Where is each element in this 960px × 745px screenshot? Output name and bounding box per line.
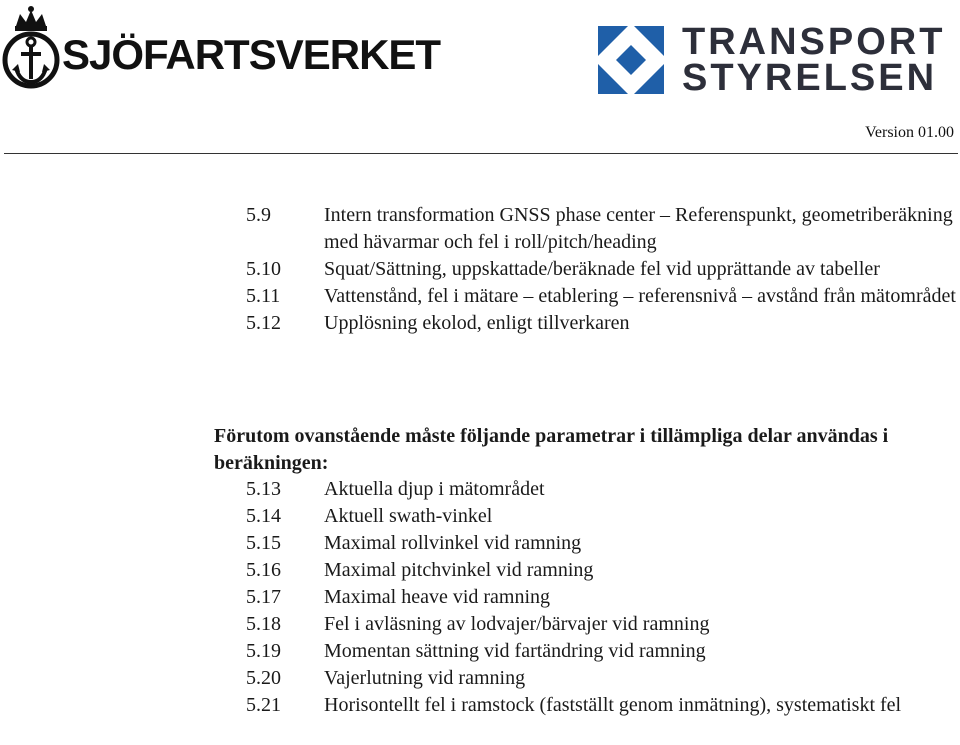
sjofartsverket-wordmark: SJÖFARTSVERKET — [62, 31, 441, 78]
item-text: Maximal rollvinkel vid ramning — [324, 532, 582, 554]
item-text: Maximal heave vid ramning — [324, 586, 551, 608]
item-number: 5.14 — [246, 505, 281, 527]
list-item — [246, 557, 958, 584]
item-text: Intern transformation GNSS phase center – Referenspunkt, geometriberäkning med hävarmar och fel i roll/pitch/heading — [324, 204, 953, 253]
item-number: 5.11 — [246, 285, 281, 307]
crown-anchor-crest-icon — [2, 4, 60, 92]
item-number: 5.18 — [246, 613, 281, 635]
item-number: 5.12 — [246, 312, 281, 334]
item-text: Horisontellt fel i ramstock (fastställt genom inmätning), systematiskt fel — [324, 694, 902, 716]
item-text: Maximal pitchvinkel vid ramning — [324, 559, 594, 581]
item-number: 5.21 — [246, 694, 281, 716]
sjofartsverket-logo — [0, 0, 441, 95]
list-item — [246, 503, 958, 530]
document-version: Version 01.00 — [865, 124, 954, 141]
item-number: 5.17 — [246, 586, 281, 608]
list-item — [246, 692, 958, 719]
list-item — [246, 476, 958, 503]
item-number: 5.19 — [246, 640, 281, 662]
list-item — [246, 638, 958, 665]
section-paragraph: Förutom ovanstående måste följande parametrar i tillämpliga delar användas i beräkningen: — [214, 425, 889, 474]
item-number: 5.20 — [246, 667, 281, 689]
item-number: 5.10 — [246, 258, 281, 280]
list-item — [246, 202, 958, 256]
item-text: Momentan sättning vid fartändring vid ramning — [324, 640, 706, 662]
item-text: Vajerlutning vid ramning — [324, 667, 526, 689]
item-text: Aktuell swath-vinkel — [324, 505, 493, 527]
transportstyrelsen-logo — [598, 21, 946, 99]
item-text: Vattenstånd, fel i mätare – etablering – referensnivå – avstånd från mätområdet — [324, 285, 956, 307]
list-item — [246, 283, 958, 310]
item-number: 5.13 — [246, 478, 281, 500]
item-number: 5.9 — [246, 204, 271, 226]
item-text: Fel i avläsning av lodvajer/bärvajer vid ramning — [324, 613, 710, 635]
transportstyrelsen-wordmark — [682, 21, 946, 99]
item-number: 5.15 — [246, 532, 281, 554]
list-item — [246, 530, 958, 557]
item-text: Aktuella djup i mätområdet — [324, 478, 545, 500]
list-item — [246, 584, 958, 611]
parameter-list-1 — [246, 202, 958, 337]
item-text: Squat/Sättning, uppskattade/beräknade fel vid upprättande av tabeller — [324, 258, 880, 280]
list-item — [246, 310, 958, 337]
item-number: 5.16 — [246, 559, 281, 581]
list-item — [246, 665, 958, 692]
list-item — [246, 611, 958, 638]
list-item — [246, 256, 958, 283]
wordmark-line-2: STYRELSEN — [682, 57, 938, 99]
wordmark-line-1: TRANSPORT — [682, 21, 946, 63]
transportstyrelsen-mark-icon — [598, 26, 664, 94]
item-text: Upplösning ekolod, enligt tillverkaren — [324, 312, 630, 334]
parameter-list-2 — [246, 476, 958, 719]
header-divider — [4, 153, 958, 154]
